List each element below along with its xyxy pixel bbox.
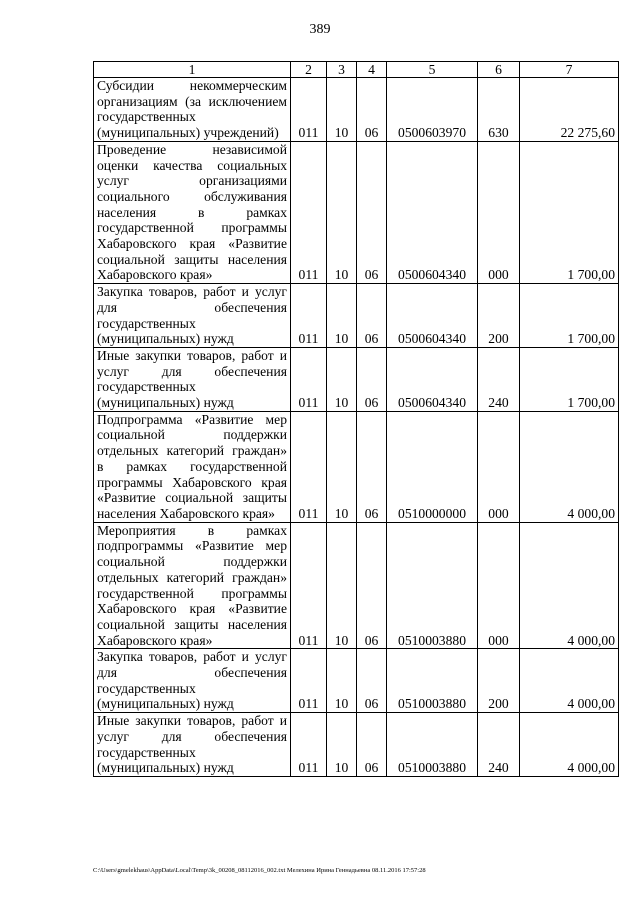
row-admin-code-cell: 011 bbox=[291, 649, 327, 713]
row-expense-type-cell: 200 bbox=[478, 649, 520, 713]
row-subsection-cell: 06 bbox=[357, 713, 387, 777]
header-cell-5: 5 bbox=[387, 62, 478, 78]
row-name-cell: Закупка товаров, работ и услуг для обеспечения государственных (муниципальных) нужд bbox=[94, 284, 291, 348]
row-subsection-cell: 06 bbox=[357, 78, 387, 142]
row-subsection-cell: 06 bbox=[357, 284, 387, 348]
row-section-cell: 10 bbox=[327, 284, 357, 348]
row-target-code-cell: 0500604340 bbox=[387, 347, 478, 411]
row-section-cell: 10 bbox=[327, 141, 357, 283]
row-expense-type-cell: 000 bbox=[478, 141, 520, 283]
row-amount-cell: 1 700,00 bbox=[520, 284, 619, 348]
row-target-code-cell: 0510003880 bbox=[387, 713, 478, 777]
row-amount-cell: 22 275,60 bbox=[520, 78, 619, 142]
row-name-cell: Закупка товаров, работ и услуг для обеспечения государственных (муниципальных) нужд bbox=[94, 649, 291, 713]
row-name-cell: Субсидии некоммерческим организациям (за исключением государственных (муниципальных) учреждений) bbox=[94, 78, 291, 142]
row-expense-type-cell: 000 bbox=[478, 522, 520, 649]
row-admin-code-cell: 011 bbox=[291, 347, 327, 411]
header-cell-1: 1 bbox=[94, 62, 291, 78]
row-section-cell: 10 bbox=[327, 522, 357, 649]
row-section-cell: 10 bbox=[327, 713, 357, 777]
row-section-cell: 10 bbox=[327, 347, 357, 411]
row-target-code-cell: 0500604340 bbox=[387, 284, 478, 348]
row-amount-cell: 4 000,00 bbox=[520, 649, 619, 713]
header-cell-6: 6 bbox=[478, 62, 520, 78]
header-cell-2: 2 bbox=[291, 62, 327, 78]
row-admin-code-cell: 011 bbox=[291, 713, 327, 777]
row-subsection-cell: 06 bbox=[357, 347, 387, 411]
row-target-code-cell: 0510000000 bbox=[387, 411, 478, 522]
row-amount-cell: 1 700,00 bbox=[520, 347, 619, 411]
page-number: 389 bbox=[309, 22, 331, 37]
row-subsection-cell: 06 bbox=[357, 411, 387, 522]
row-name-cell: Иные закупки товаров, работ и услуг для обеспечения государственных (муниципальных) нужд bbox=[94, 347, 291, 411]
row-section-cell: 10 bbox=[327, 411, 357, 522]
row-target-code-cell: 0510003880 bbox=[387, 522, 478, 649]
row-section-cell: 10 bbox=[327, 78, 357, 142]
row-expense-type-cell: 630 bbox=[478, 78, 520, 142]
table-row bbox=[94, 649, 619, 713]
table-row bbox=[94, 141, 619, 283]
header-cell-4: 4 bbox=[357, 62, 387, 78]
table-row bbox=[94, 713, 619, 777]
row-name-cell: Проведение независимой оценки качества социальных услуг организациями социального обслуживания населения в рамках государственной программы Хабаровского края «Развитие социальной защиты населения Хабаровского края» bbox=[94, 141, 291, 283]
table-row bbox=[94, 78, 619, 142]
row-subsection-cell: 06 bbox=[357, 522, 387, 649]
header-cell-7: 7 bbox=[520, 62, 619, 78]
row-amount-cell: 4 000,00 bbox=[520, 713, 619, 777]
row-admin-code-cell: 011 bbox=[291, 522, 327, 649]
row-admin-code-cell: 011 bbox=[291, 141, 327, 283]
row-expense-type-cell: 200 bbox=[478, 284, 520, 348]
table-row bbox=[94, 522, 619, 649]
row-name-cell: Подпрограмма «Развитие мер социальной поддержки отдельных категорий граждан» в рамках государственной программы Хабаровского края «Развитие социальной защиты населения Хабаровского края» bbox=[94, 411, 291, 522]
row-admin-code-cell: 011 bbox=[291, 284, 327, 348]
row-target-code-cell: 0510003880 bbox=[387, 649, 478, 713]
budget-table bbox=[93, 61, 619, 777]
row-expense-type-cell: 000 bbox=[478, 411, 520, 522]
row-expense-type-cell: 240 bbox=[478, 713, 520, 777]
row-amount-cell: 4 000,00 bbox=[520, 411, 619, 522]
table-row bbox=[94, 411, 619, 522]
row-admin-code-cell: 011 bbox=[291, 78, 327, 142]
row-expense-type-cell: 240 bbox=[478, 347, 520, 411]
row-name-cell: Иные закупки товаров, работ и услуг для обеспечения государственных (муниципальных) нужд bbox=[94, 713, 291, 777]
row-target-code-cell: 0500604340 bbox=[387, 141, 478, 283]
table-row bbox=[94, 284, 619, 348]
file-path-footer: C:\Users\gmelekhaus\AppData\Local\Temp\3k_00208_08112016_002.txt Мелехина Ирина Геннадьевна 08.11.2016 17:57:28 bbox=[93, 867, 426, 874]
row-section-cell: 10 bbox=[327, 649, 357, 713]
row-target-code-cell: 0500603970 bbox=[387, 78, 478, 142]
row-name-cell: Мероприятия в рамках подпрограммы «Развитие мер социальной поддержки отдельных категорий граждан» государственной программы Хабаровского края «Развитие социальной защиты населения Хабаровского края» bbox=[94, 522, 291, 649]
header-cell-3: 3 bbox=[327, 62, 357, 78]
table-row bbox=[94, 347, 619, 411]
row-amount-cell: 4 000,00 bbox=[520, 522, 619, 649]
row-subsection-cell: 06 bbox=[357, 141, 387, 283]
row-amount-cell: 1 700,00 bbox=[520, 141, 619, 283]
row-subsection-cell: 06 bbox=[357, 649, 387, 713]
row-admin-code-cell: 011 bbox=[291, 411, 327, 522]
table-header-row bbox=[94, 62, 619, 78]
